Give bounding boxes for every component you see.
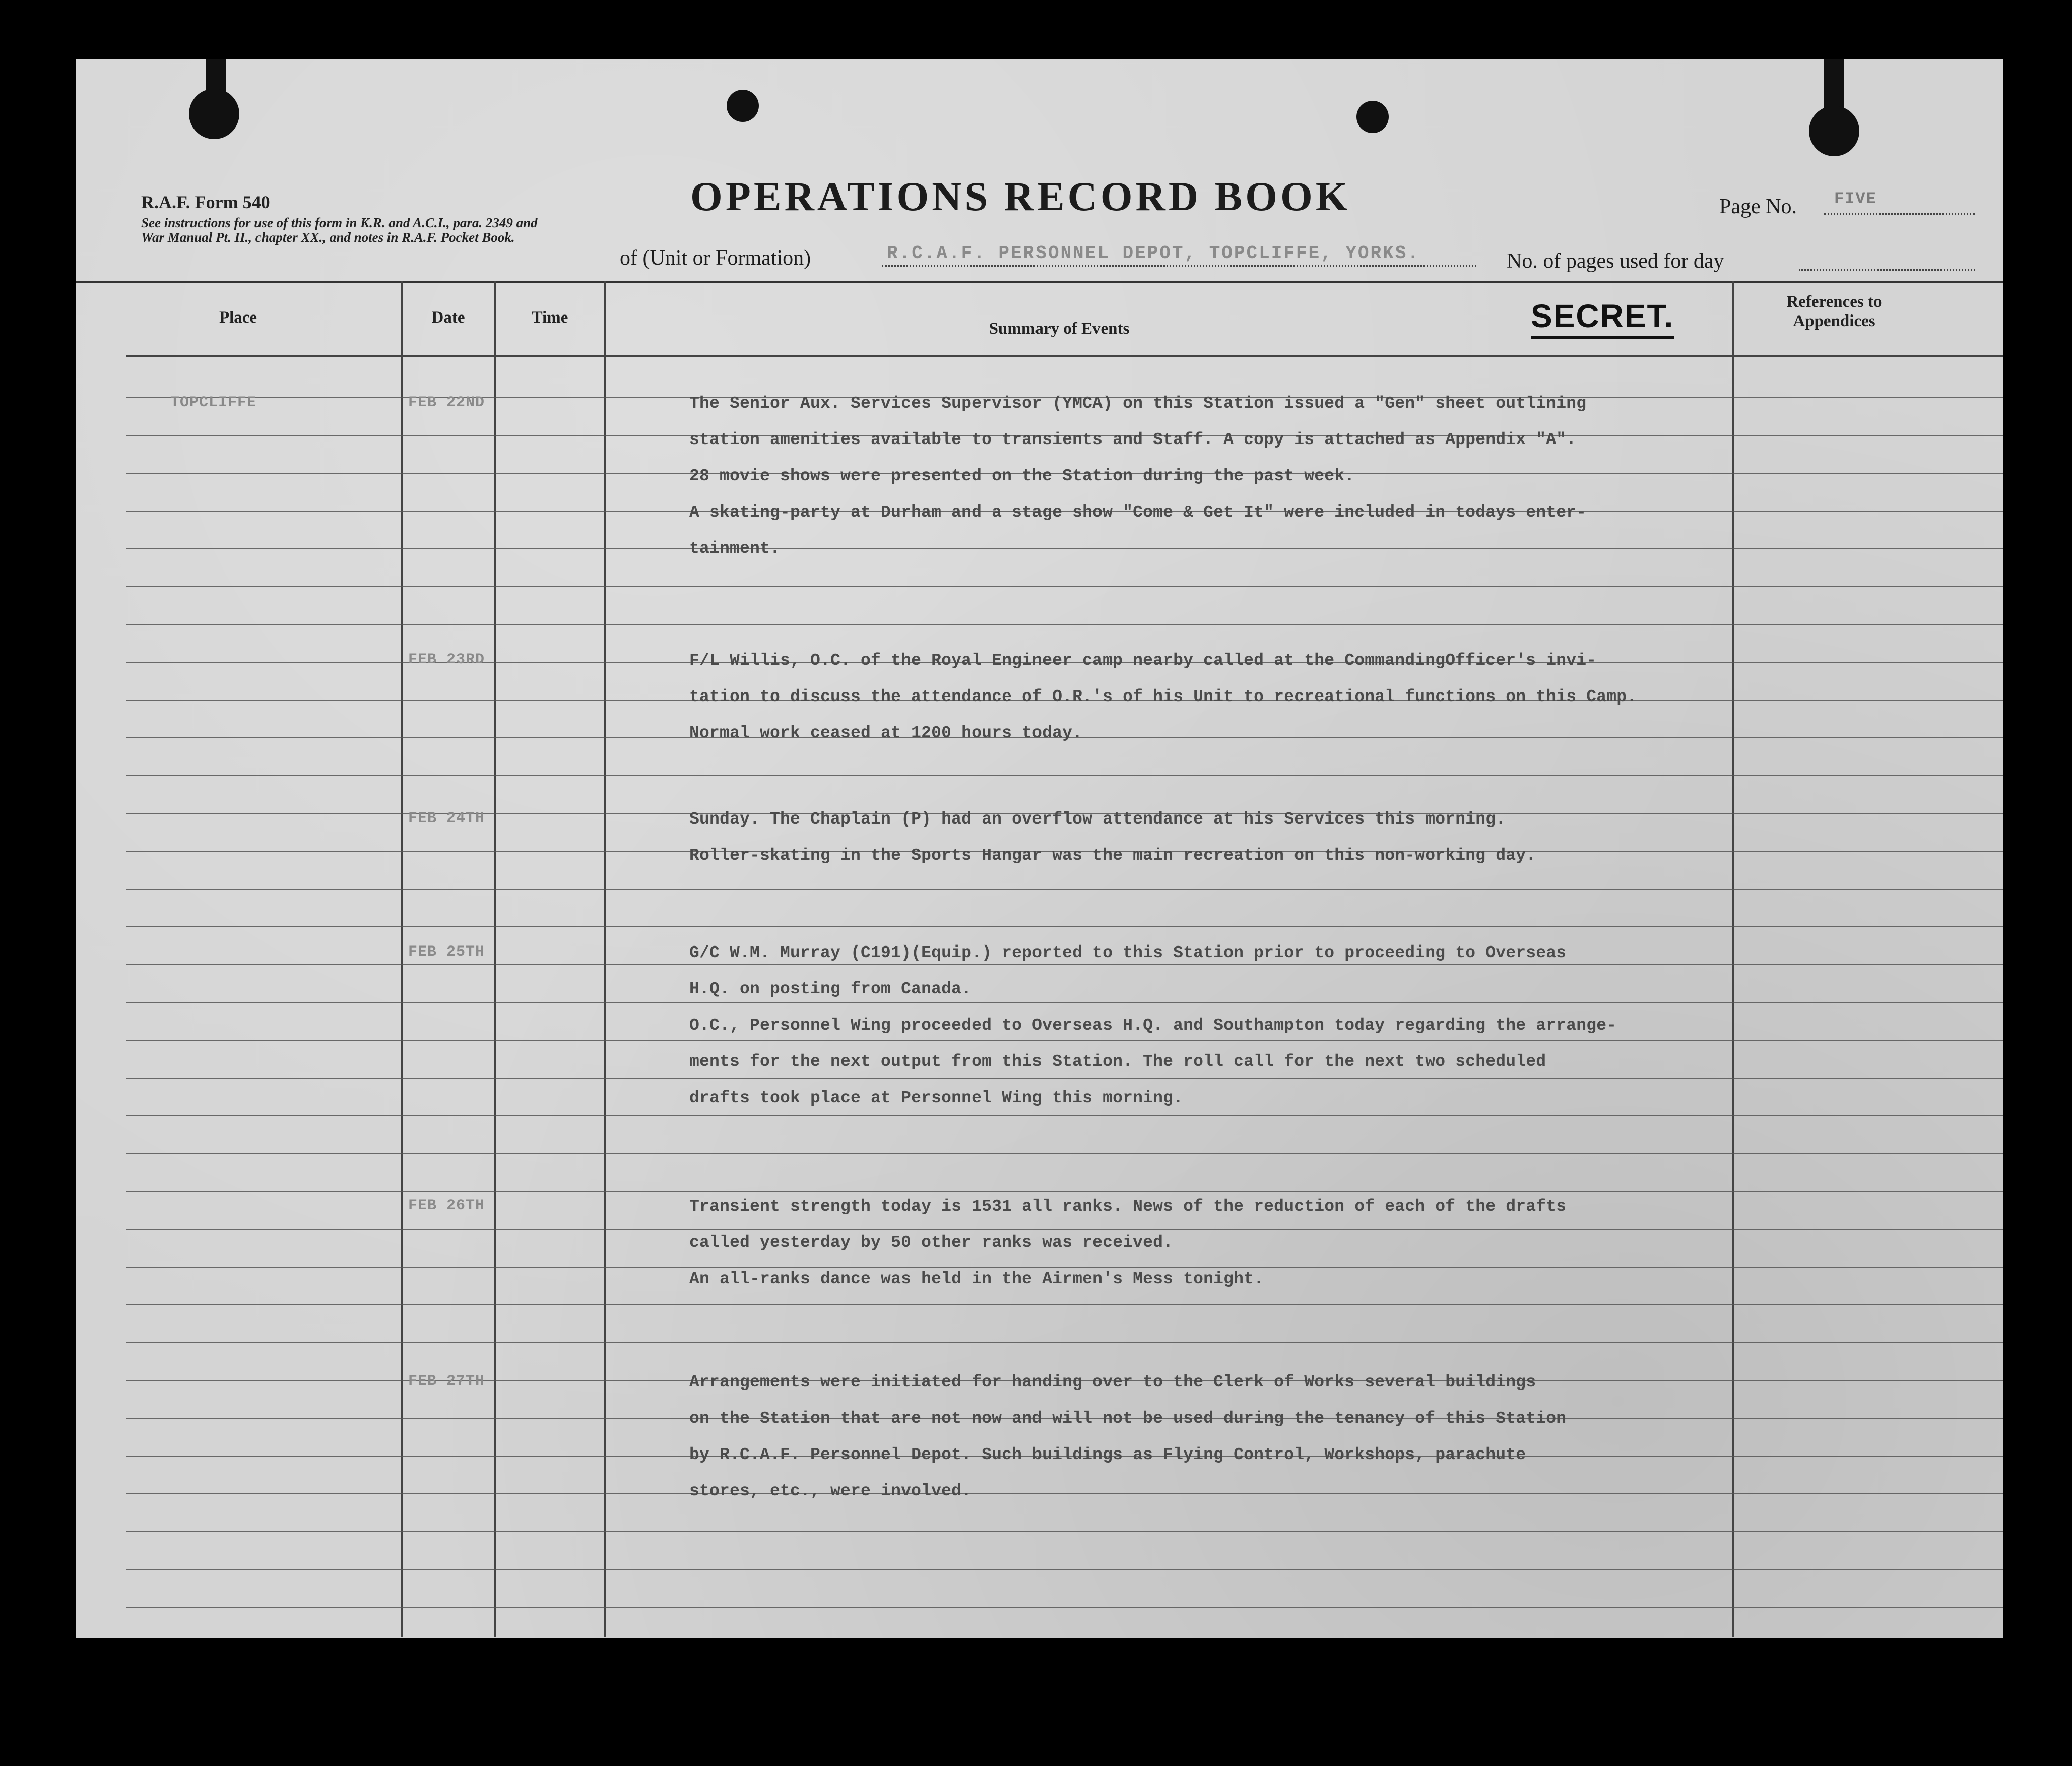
entry-date: FEB 24TH xyxy=(408,810,485,827)
entry-place: TOPCLIFFE xyxy=(170,394,257,411)
binder-hole-left xyxy=(189,89,239,139)
ruled-line xyxy=(126,1191,2003,1192)
entry-date: FEB 22ND xyxy=(408,394,485,411)
entry-date: FEB 25TH xyxy=(408,943,485,961)
summary-line: on the Station that are not now and will not be used during the tenancy of this Station xyxy=(689,1409,1567,1428)
column-divider-place-date xyxy=(401,281,403,1637)
summary-line: H.Q. on posting from Canada. xyxy=(689,980,972,998)
summary-line: Normal work ceased at 1200 hours today. xyxy=(689,724,1083,742)
ruled-line xyxy=(126,1040,2003,1041)
ruled-line xyxy=(126,624,2003,625)
page-title: OPERATIONS RECORD BOOK xyxy=(690,173,1351,219)
summary-line: called yesterday by 50 other ranks was received. xyxy=(689,1233,1174,1252)
ruled-line xyxy=(126,1304,2003,1305)
summary-line: stores, etc., were involved. xyxy=(689,1482,972,1500)
header-time: Time xyxy=(531,308,568,327)
binder-hole-right xyxy=(1809,106,1859,156)
binder-hole-center-right xyxy=(1356,101,1389,133)
ruled-line xyxy=(126,889,2003,890)
header-place: Place xyxy=(219,308,257,327)
secret-stamp: SECRET. xyxy=(1531,299,1674,339)
form-instructions: See instructions for use of this form in K.R. and A.C.I., para. 2349 and War Manual Pt. II., chapter XX., and notes in R.A.F. Pocket Book. xyxy=(141,215,538,245)
entry-date: FEB 27TH xyxy=(408,1373,485,1390)
summary-line: G/C W.M. Murray (C191)(Equip.) reported to this Station prior to proceeding to Overseas xyxy=(689,943,1567,962)
unit-dotted-line xyxy=(882,265,1476,267)
header-references: References to Appendices xyxy=(1786,293,1882,330)
form-number: R.A.F. Form 540 xyxy=(141,192,270,212)
summary-line: 28 movie shows were presented on the Station during the past week. xyxy=(689,467,1355,485)
unit-value: R.C.A.F. PERSONNEL DEPOT, TOPCLIFFE, YORKS. xyxy=(887,243,1420,264)
entry-date: FEB 26TH xyxy=(408,1197,485,1214)
summary-line: Transient strength today is 1531 all ranks. News of the reduction of each of the drafts xyxy=(689,1197,1567,1216)
ruled-line xyxy=(126,1229,2003,1230)
table-top-border xyxy=(76,281,2003,283)
column-divider-date-time xyxy=(494,281,496,1637)
ruled-line xyxy=(126,548,2003,549)
ruled-line xyxy=(126,1569,2003,1570)
ruled-line xyxy=(126,1342,2003,1343)
ruled-line xyxy=(126,775,2003,776)
ruled-line xyxy=(126,1115,2003,1116)
unit-label: of (Unit or Formation) xyxy=(620,246,811,270)
page-no-value: FIVE xyxy=(1834,190,1877,208)
ruled-line xyxy=(126,926,2003,927)
summary-line: tainment. xyxy=(689,539,781,558)
column-divider-time-summary xyxy=(604,281,606,1637)
ruled-line xyxy=(126,1002,2003,1003)
summary-line: An all-ranks dance was held in the Airmen's Mess tonight. xyxy=(689,1270,1264,1288)
summary-line: ments for the next output from this Station. The roll call for the next two scheduled xyxy=(689,1052,1546,1071)
summary-line: Roller-skating in the Sports Hangar was the main recreation on this non-working day. xyxy=(689,846,1536,865)
ruled-line xyxy=(126,586,2003,587)
entry-date: FEB 23RD xyxy=(408,651,485,668)
column-divider-summary-references xyxy=(1732,281,1734,1637)
summary-line: A skating-party at Durham and a stage show "Come & Get It" were included in todays enter- xyxy=(689,503,1587,522)
ruled-line xyxy=(126,1607,2003,1608)
summary-line: Arrangements were initiated for handing over to the Clerk of Works several buildings xyxy=(689,1373,1536,1392)
summary-line: The Senior Aux. Services Supervisor (YMCA) on this Station issued a "Gen" sheet outlining xyxy=(689,394,1587,413)
summary-line: tation to discuss the attendance of O.R.'s of his Unit to recreational functions on this Camp. xyxy=(689,687,1637,706)
page-no-dotted-line xyxy=(1824,213,1975,215)
binder-hole-center-left xyxy=(727,90,759,122)
header-date: Date xyxy=(431,308,465,327)
pages-used-label: No. of pages used for day xyxy=(1507,249,1724,273)
ruled-line xyxy=(126,1531,2003,1532)
ruled-line xyxy=(126,964,2003,965)
form-reference xyxy=(141,192,595,245)
ruled-line xyxy=(126,1493,2003,1494)
header-summary: Summary of Events xyxy=(989,320,1130,338)
summary-line: O.C., Personnel Wing proceeded to Overseas H.Q. and Southampton today regarding the arrange- xyxy=(689,1016,1617,1035)
record-page xyxy=(76,59,2003,1638)
summary-line: Sunday. The Chaplain (P) had an overflow attendance at his Services this morning. xyxy=(689,810,1506,829)
page-no-label: Page No. xyxy=(1719,195,1797,218)
pages-used-dotted-line xyxy=(1799,269,1975,271)
header-bottom-rule xyxy=(126,355,2003,357)
summary-line: drafts took place at Personnel Wing this morning. xyxy=(689,1089,1184,1107)
ruled-line xyxy=(126,1267,2003,1268)
summary-line: station amenities available to transients and Staff. A copy is attached as Appendix "A". xyxy=(689,430,1577,449)
ruled-line xyxy=(126,1078,2003,1079)
summary-line: F/L Willis, O.C. of the Royal Engineer camp nearby called at the CommandingOfficer's invi- xyxy=(689,651,1597,670)
summary-line: by R.C.A.F. Personnel Depot. Such buildings as Flying Control, Workshops, parachute xyxy=(689,1445,1526,1464)
ruled-line xyxy=(126,1153,2003,1154)
